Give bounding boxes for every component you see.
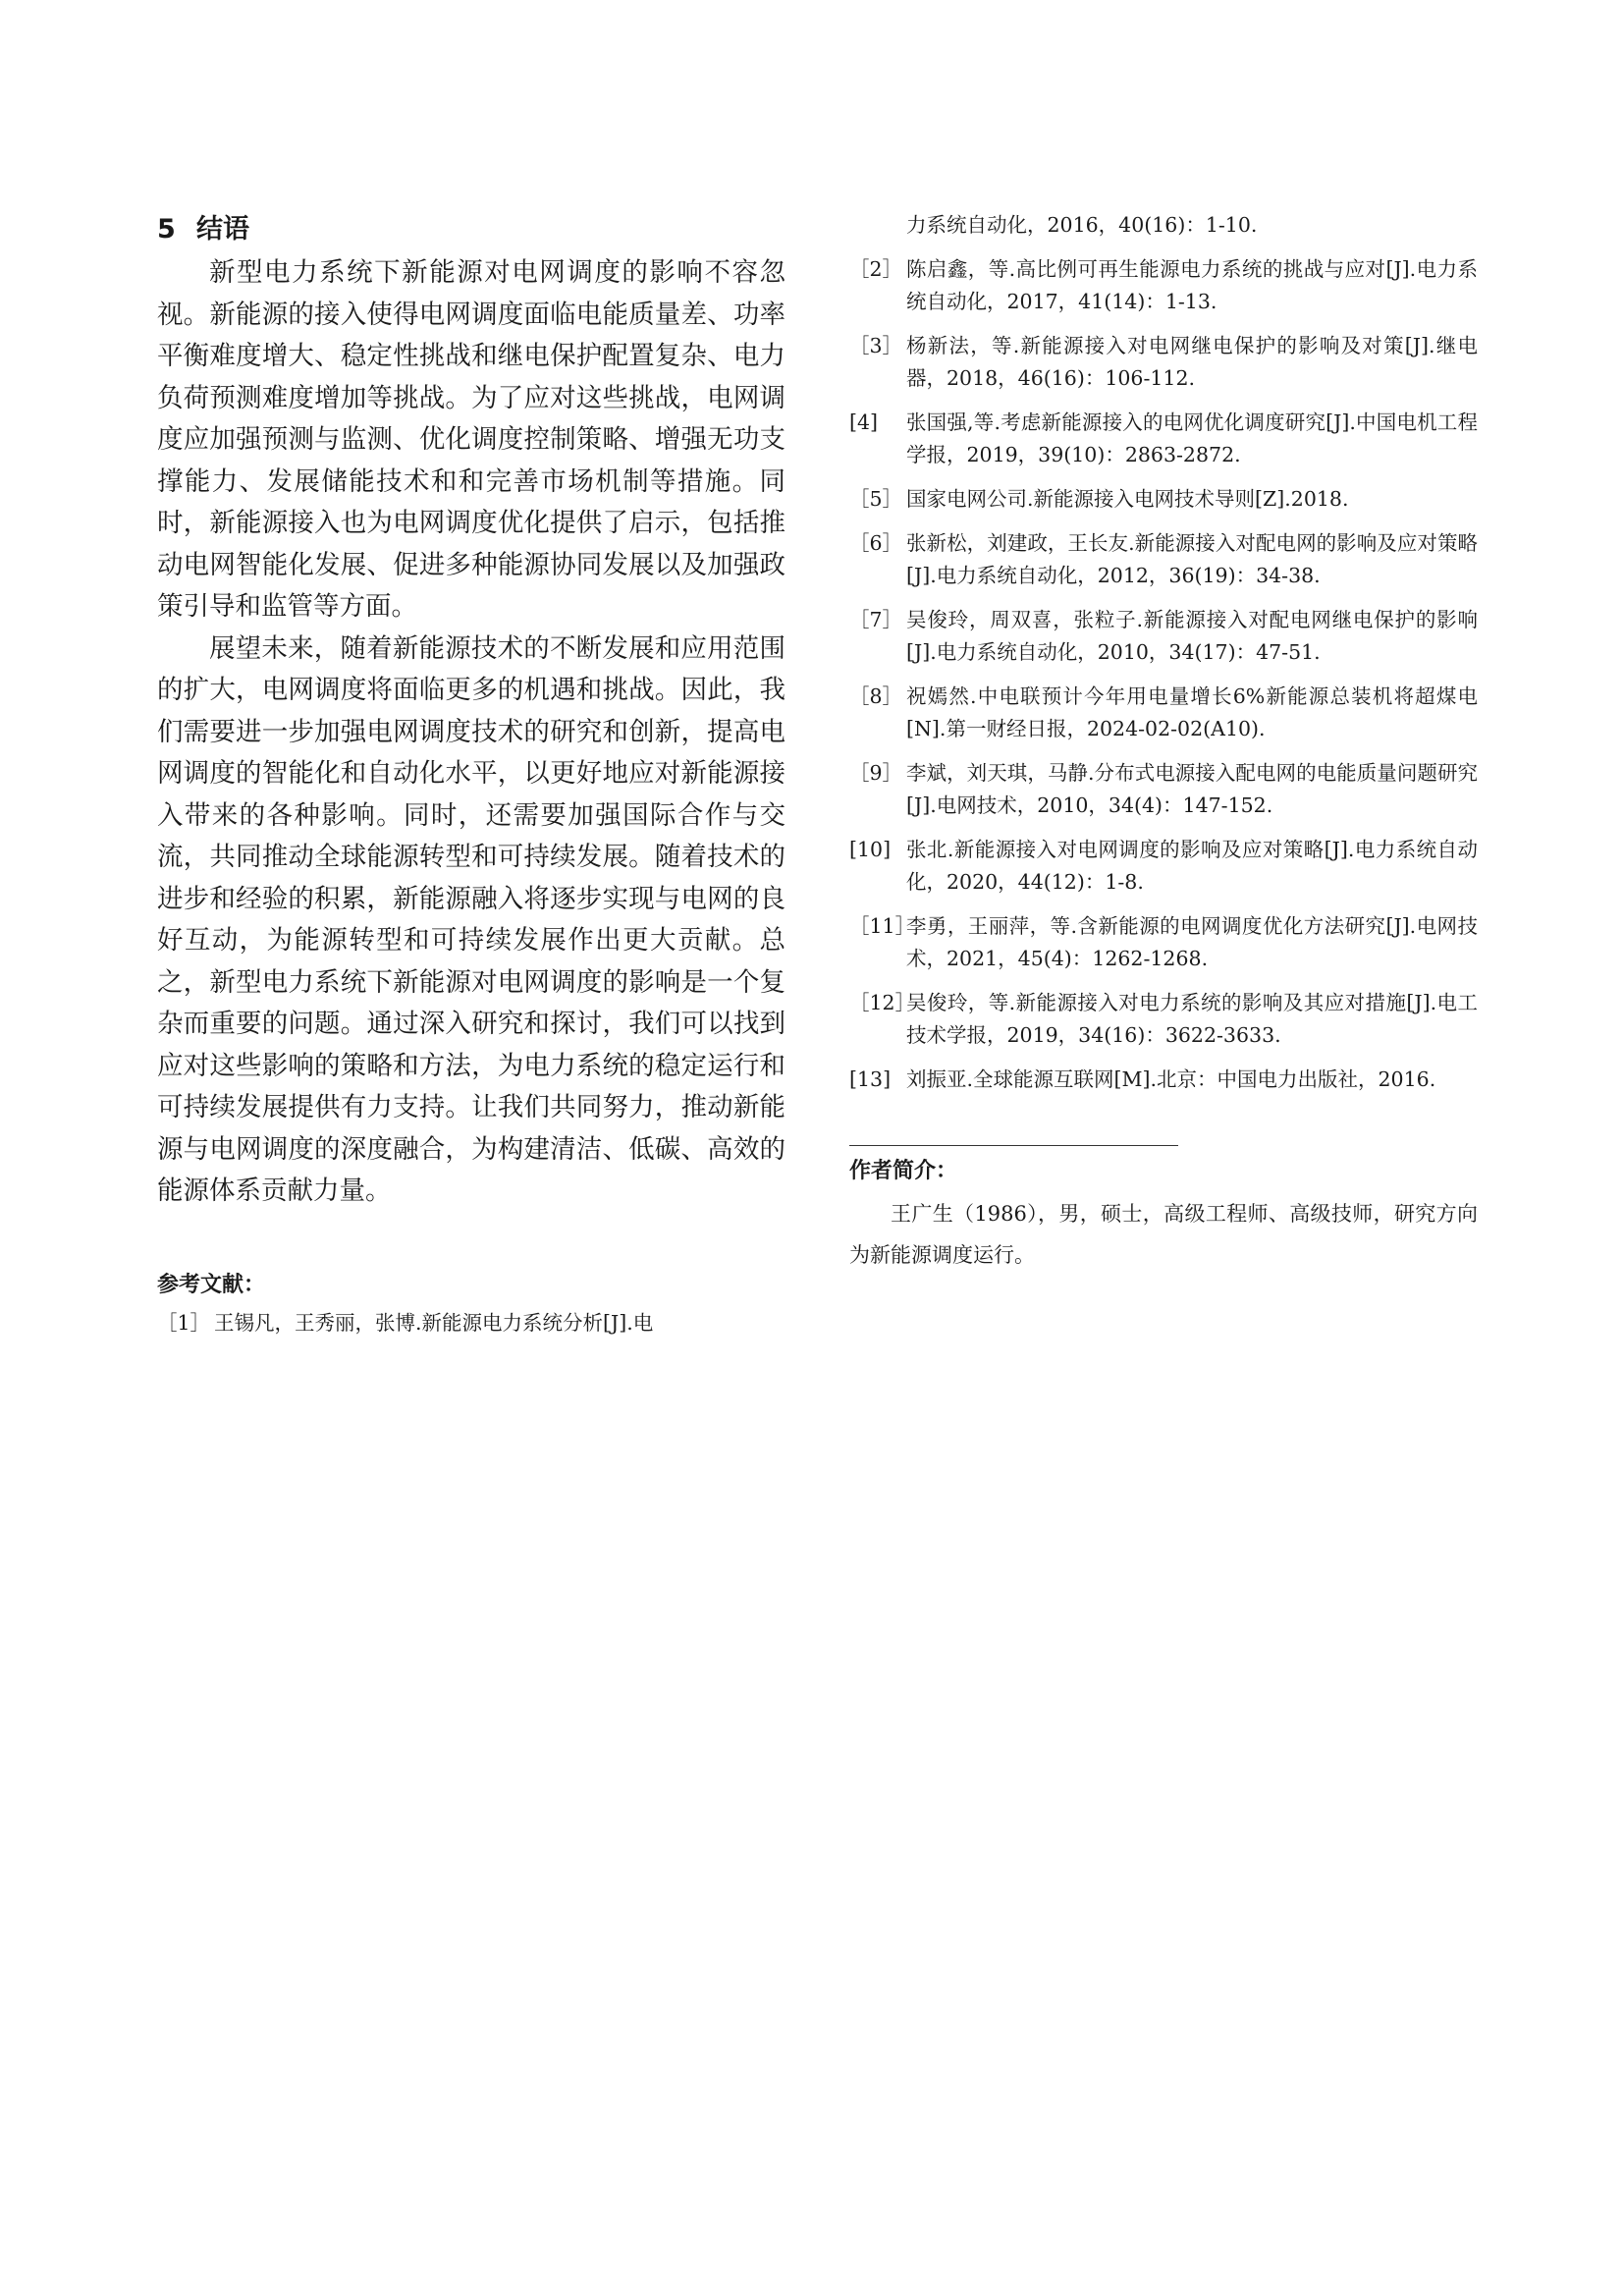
reference-tag: ［8］ [849,684,903,708]
reference-item [849,527,1478,592]
left-column [157,209,785,1351]
reference-tag: ［1］ [157,1310,211,1335]
reference-tag: ［2］ [849,257,903,281]
reference-text: 吴俊玲，等.新能源接入对电力系统的影响及其应对措施[J].电工技术学报，2019，34(16)：3622-3633. [906,991,1478,1047]
reference-item [849,407,1478,471]
reference-text: 王锡凡，王秀丽，张博.新能源电力系统分析[J].电 [214,1310,654,1335]
reference-item [157,1307,785,1339]
reference-text: 刘振亚.全球能源互联网[M].北京：中国电力出版社，2016. [906,1067,1436,1091]
reference-continuation: 力系统自动化，2016，40(16)：1-10. [906,213,1258,237]
reference-text: 张国强,等.考虑新能源接入的电网优化调度研究[J].中国电机工程学报，2019，39(10)：2863-2872. [906,410,1478,466]
reference-text: 国家电网公司.新能源接入电网技术导则[Z].2018. [906,487,1349,511]
reference-item [849,757,1478,822]
section-number: 5 [157,214,176,245]
reference-tag: ［3］ [849,334,903,357]
author-bio: 王广生（1986），男，硕士，高级工程师、高级技师，研究方向为新能源调度运行。 [849,1202,1478,1267]
reference-text: 张北.新能源接入对电网调度的影响及应对策略[J].电力系统自动化，2020，44(12)：1-8. [906,838,1478,894]
reference-tag: ［9］ [849,761,903,785]
author-heading: 作者简介： [849,1159,958,1183]
reference-tag: ［11］ [849,914,916,938]
reference-text: 祝嫣然.中电联预计今年用电量增长6%新能源总装机将超煤电[N].第一财经日报，2024-02-02(A10). [906,684,1478,740]
reference-tag: [10] [849,838,892,861]
reference-item [849,910,1478,975]
reference-text: 李勇，王丽萍，等.含新能源的电网调度优化方法研究[J].电网技术，2021，45(4)：1262-1268. [906,914,1478,970]
reference-tag: ［5］ [849,487,903,511]
reference-item [849,987,1478,1052]
reference-item [849,483,1478,516]
reference-item [849,253,1478,318]
reference-tag: ［6］ [849,531,903,555]
reference-text: 陈启鑫，等.高比例可再生能源电力系统的挑战与应对[J].电力系统自动化，2017，41(14)：1-13. [906,257,1478,313]
reference-text: 张新松，刘建政，王长友.新能源接入对配电网的影响及应对策略[J].电力系统自动化，2012，36(19)：34-38. [906,531,1478,587]
reference-list [849,253,1478,1096]
reference-item [849,330,1478,395]
right-column [849,209,1478,1276]
reference-item [849,834,1478,899]
references-heading: 参考文献： [157,1272,266,1297]
section-title: 结语 [196,214,249,245]
reference-item [849,1064,1478,1096]
reference-tag: ［12］ [849,991,916,1014]
conclusion-paragraph-2: 展望未来，随着新能源技术的不断发展和应用范围的扩大，电网调度将面临更多的机遇和挑战。因此，我们需要进一步加强电网调度技术的研究和创新，提高电网调度的智能化和自动化水平，以更好地应对新能源接入带来的各种影响。同时，还需要加强国际合作与交流，共同推动全球能源转型和可持续发展。随着技术的进步和经验的积累，新能源融入将逐步实现与电网的良好互动，为能源转型和可持续发展作出更大贡献。总之，新型电力系统下新能源对电网调度的影响是一个复杂而重要的问题。通过深入研究和探讨，我们可以找到应对这些影响的策略和方法，为电力系统的稳定运行和可持续发展提供有力支持。让我们共同努力，推动新能源与电网调度的深度融合，为构建清洁、低碳、高效的能源体系贡献力量。 [157,632,785,1206]
reference-text: 李斌，刘天琪，马静.分布式电源接入配电网的电能质量问题研究[J].电网技术，2010，34(4)：147-152. [906,761,1478,817]
section-heading [157,209,785,250]
conclusion-paragraph-1: 新型电力系统下新能源对电网调度的影响不容忽视。新能源的接入使得电网调度面临电能质量差、功率平衡难度增大、稳定性挑战和继电保护配置复杂、电力负荷预测难度增加等挑战。为了应对这些挑战，电网调度应加强预测与监测、优化调度控制策略、增强无功支撑能力、发展储能技术和和完善市场机制等措施。同时，新能源接入也为电网调度优化提供了启示，包括推动电网智能化发展、促进多种能源协同发展以及加强政策引导和监管等方面。 [157,257,785,622]
reference-tag: [13] [849,1067,892,1091]
author-divider [849,1145,1178,1146]
reference-item [849,604,1478,669]
reference-text: 杨新法，等.新能源接入对电网继电保护的影响及对策[J].继电器，2018，46(16)：106-112. [906,334,1478,390]
reference-tag: [4] [849,410,879,434]
reference-item [849,681,1478,745]
reference-text: 吴俊玲，周双喜，张粒子.新能源接入对配电网继电保护的影响[J].电力系统自动化，2010，34(17)：47-51. [906,608,1478,664]
reference-tag: ［7］ [849,608,903,631]
